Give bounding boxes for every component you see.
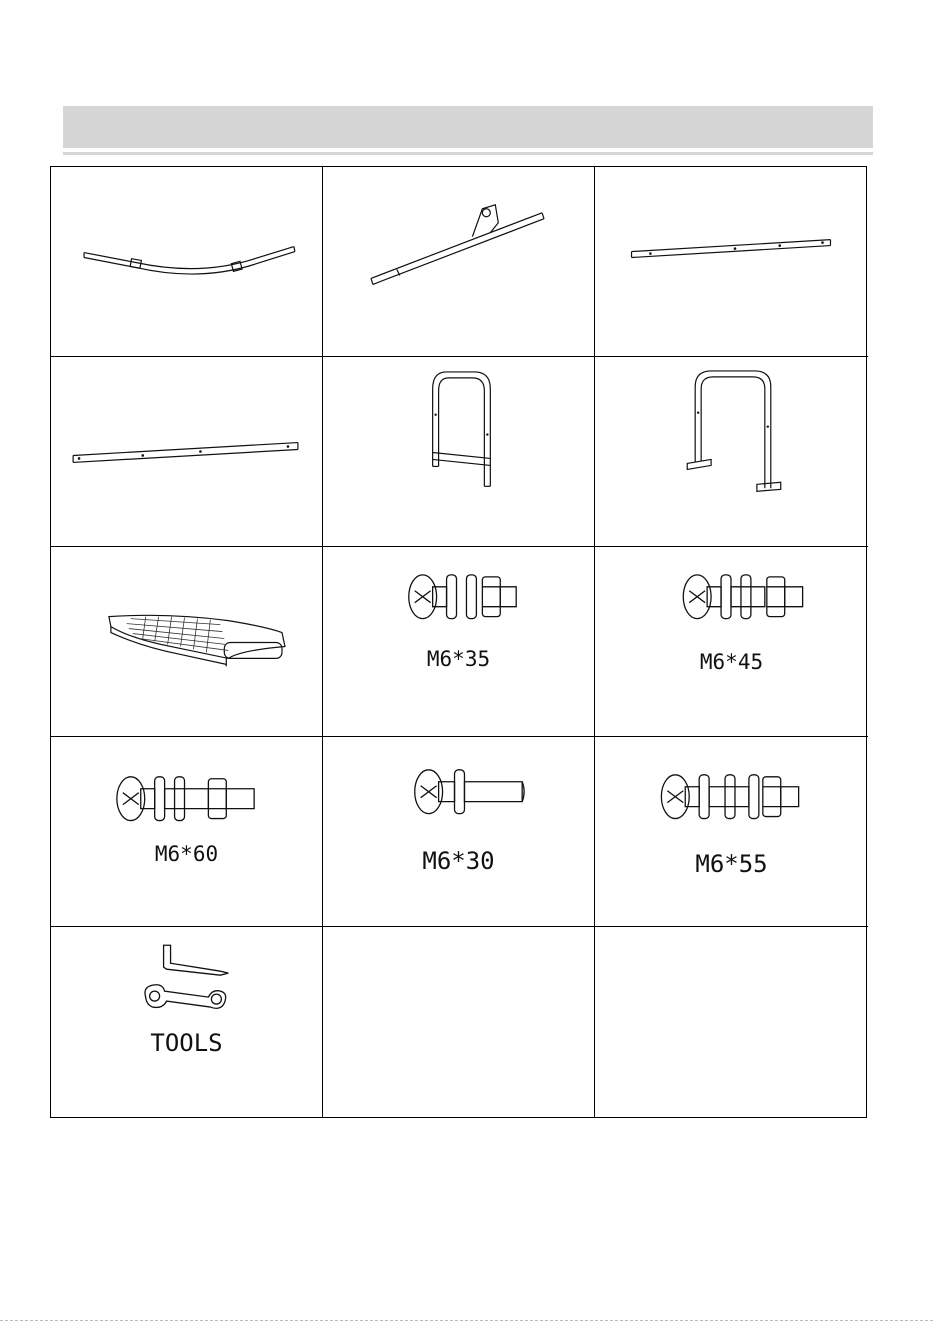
bolt-m6-35-icon bbox=[323, 547, 594, 736]
header-bar bbox=[63, 106, 873, 148]
bolt-m6-60-icon bbox=[51, 737, 322, 926]
bolt-m6-55-icon bbox=[595, 737, 868, 926]
bolt-m6-45-icon bbox=[595, 547, 868, 736]
straight-bar-2-illustration bbox=[51, 357, 322, 546]
part-cell-bolt-m6-30 bbox=[323, 737, 595, 927]
bolt-label: M6*45 bbox=[699, 650, 764, 674]
part-cell-handle-frame bbox=[323, 357, 595, 547]
curved-tube-illustration bbox=[51, 167, 322, 356]
part-cell-tube-with-bracket bbox=[323, 167, 595, 357]
part-cell-bolt-m6-55 bbox=[595, 737, 868, 927]
bolt-m6-30-icon bbox=[323, 737, 594, 926]
part-cell-straight-bar-1 bbox=[595, 167, 868, 357]
part-cell-empty-2 bbox=[595, 927, 868, 1117]
tools-icon bbox=[51, 927, 322, 1117]
parts-grid bbox=[50, 166, 867, 1118]
part-cell-tools bbox=[51, 927, 323, 1117]
part-cell-bolt-m6-35 bbox=[323, 547, 595, 737]
bolt-label: M6*35 bbox=[426, 647, 491, 671]
handle-frame-illustration bbox=[323, 357, 594, 546]
part-cell-footed-frame bbox=[595, 357, 868, 547]
part-cell-bolt-m6-45 bbox=[595, 547, 868, 737]
bolt-label: M6*55 bbox=[695, 850, 768, 878]
tube-with-bracket-illustration bbox=[323, 167, 594, 356]
page-bottom-rule bbox=[0, 1320, 933, 1322]
bolt-label: M6*60 bbox=[154, 842, 219, 866]
header-rule bbox=[63, 152, 873, 155]
part-cell-step-deck bbox=[51, 547, 323, 737]
part-cell-straight-bar-2 bbox=[51, 357, 323, 547]
step-deck-illustration bbox=[51, 547, 322, 736]
straight-bar-1-illustration bbox=[595, 167, 868, 356]
footed-frame-illustration bbox=[595, 357, 868, 546]
bolt-label: M6*30 bbox=[422, 847, 495, 875]
part-cell-empty-1 bbox=[323, 927, 595, 1117]
part-cell-curved-tube bbox=[51, 167, 323, 357]
tools-label: TOOLS bbox=[150, 1029, 223, 1057]
part-cell-bolt-m6-60 bbox=[51, 737, 323, 927]
